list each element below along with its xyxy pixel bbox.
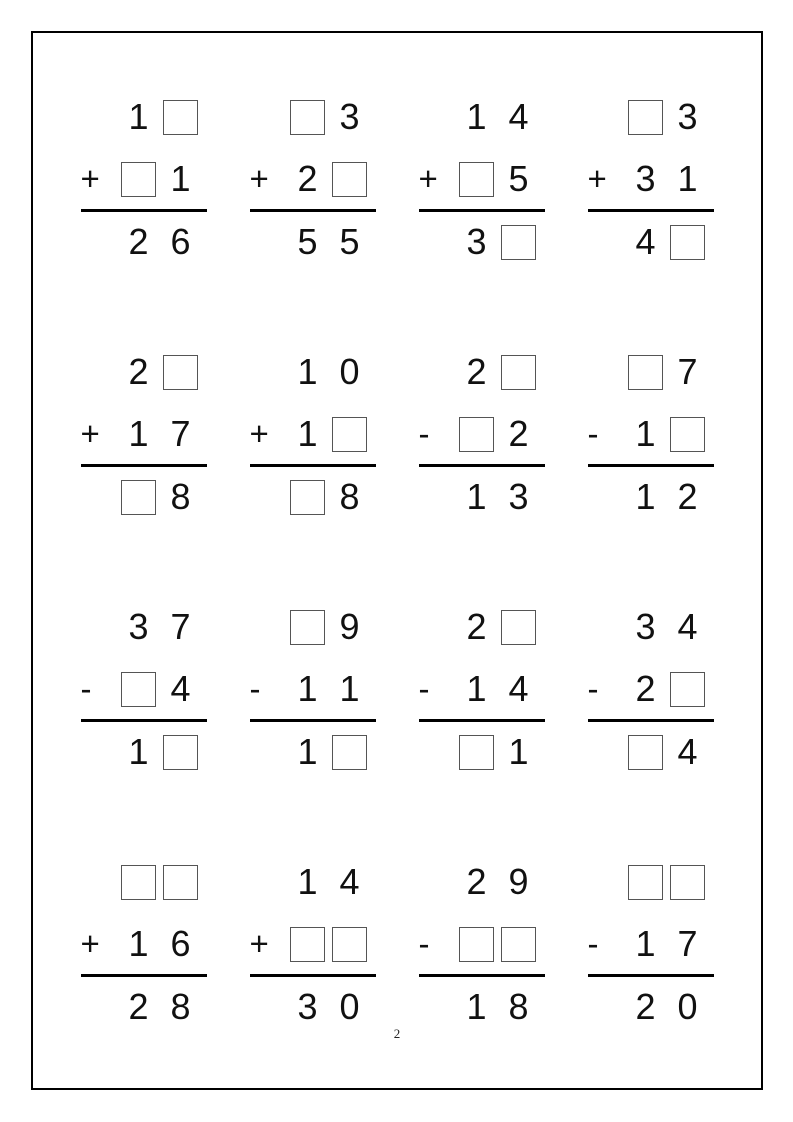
box-outline (501, 610, 536, 645)
top-row (250, 350, 376, 394)
bottom-row (250, 412, 376, 456)
box-outline (163, 735, 198, 770)
digit: 5 (339, 221, 360, 262)
box-outline (290, 927, 325, 962)
digit: 3 (297, 986, 318, 1027)
equals-line (81, 464, 207, 467)
box-outline (121, 480, 156, 515)
digit: 1 (297, 351, 318, 392)
answer-row (81, 220, 207, 264)
bottom-row (588, 412, 714, 456)
digit: 4 (635, 221, 656, 262)
missing-digit-box[interactable] (667, 412, 709, 456)
digit: 5 (508, 158, 529, 199)
digit: 1 (128, 96, 149, 137)
box-outline (163, 355, 198, 390)
box-outline (290, 100, 325, 135)
missing-digit-box[interactable] (667, 220, 709, 264)
missing-digit-box[interactable] (118, 860, 160, 904)
missing-digit-box[interactable] (498, 350, 540, 394)
digit: 1 (128, 923, 149, 964)
digit: 3 (677, 96, 698, 137)
missing-digit-box[interactable] (498, 220, 540, 264)
digit: 2 (466, 861, 487, 902)
box-outline (670, 417, 705, 452)
digit: 6 (170, 221, 191, 262)
problem-6 (250, 350, 376, 519)
answer-row (419, 730, 545, 774)
problem-8 (588, 350, 714, 519)
answer-row (81, 985, 207, 1029)
digit: 9 (339, 606, 360, 647)
equals-line (81, 974, 207, 977)
equals-line (250, 974, 376, 977)
top-row (588, 860, 714, 904)
problem-9 (81, 605, 207, 774)
digit: 8 (339, 476, 360, 517)
answer-row (588, 985, 714, 1029)
top-row (81, 605, 207, 649)
equals-line (419, 464, 545, 467)
top-row (419, 605, 545, 649)
page-border (31, 31, 763, 1090)
box-outline (332, 417, 367, 452)
top-row (81, 860, 207, 904)
missing-digit-box[interactable] (625, 95, 667, 139)
bottom-row (250, 157, 376, 201)
problem-10 (250, 605, 376, 774)
missing-digit-box[interactable] (329, 412, 371, 456)
minus-operator: - (587, 670, 599, 707)
page-number: 2 (393, 1026, 401, 1041)
bottom-row (81, 157, 207, 201)
top-row (81, 95, 207, 139)
box-outline (332, 162, 367, 197)
digit: 0 (339, 986, 360, 1027)
answer-row (250, 730, 376, 774)
problem-7 (419, 350, 545, 519)
missing-digit-box[interactable] (625, 350, 667, 394)
missing-digit-box[interactable] (287, 475, 329, 519)
box-outline (501, 355, 536, 390)
digit: 0 (339, 351, 360, 392)
box-outline (121, 672, 156, 707)
problem-1 (81, 95, 207, 264)
plus-operator: + (80, 160, 100, 197)
bottom-row (419, 667, 545, 711)
top-row (588, 350, 714, 394)
top-row (419, 95, 545, 139)
box-outline (459, 417, 494, 452)
digit: 1 (466, 986, 487, 1027)
digit: 1 (297, 731, 318, 772)
bottom-row (81, 922, 207, 966)
missing-digit-box[interactable] (160, 350, 202, 394)
digit: 2 (297, 158, 318, 199)
problem-4 (588, 95, 714, 264)
equals-line (419, 974, 545, 977)
digit: 9 (508, 861, 529, 902)
bottom-row (250, 922, 376, 966)
problem-12 (588, 605, 714, 774)
digit: 5 (297, 221, 318, 262)
top-row (419, 350, 545, 394)
missing-digit-box[interactable] (160, 860, 202, 904)
equals-line (250, 209, 376, 212)
digit: 1 (128, 413, 149, 454)
minus-operator: - (587, 925, 599, 962)
digit: 7 (677, 351, 698, 392)
problem-11 (419, 605, 545, 774)
answer-row (588, 220, 714, 264)
missing-digit-box[interactable] (118, 157, 160, 201)
top-row (419, 860, 545, 904)
digit: 7 (170, 606, 191, 647)
digit: 4 (339, 861, 360, 902)
missing-digit-box[interactable] (329, 157, 371, 201)
digit: 7 (170, 413, 191, 454)
digit: 1 (297, 413, 318, 454)
digit: 1 (466, 476, 487, 517)
box-outline (628, 100, 663, 135)
missing-digit-box[interactable] (287, 922, 329, 966)
box-outline (670, 865, 705, 900)
top-row (588, 95, 714, 139)
problem-13 (81, 860, 207, 1029)
digit: 1 (466, 96, 487, 137)
missing-digit-box[interactable] (287, 605, 329, 649)
box-outline (628, 865, 663, 900)
digit: 2 (677, 476, 698, 517)
answer-row (419, 985, 545, 1029)
digit: 2 (128, 221, 149, 262)
missing-digit-box[interactable] (160, 730, 202, 774)
digit: 8 (170, 986, 191, 1027)
equals-line (81, 719, 207, 722)
equals-line (588, 719, 714, 722)
box-outline (501, 225, 536, 260)
missing-digit-box[interactable] (329, 922, 371, 966)
box-outline (459, 927, 494, 962)
top-row (81, 350, 207, 394)
missing-digit-box[interactable] (456, 412, 498, 456)
digit: 3 (635, 158, 656, 199)
digit: 1 (508, 731, 529, 772)
missing-digit-box[interactable] (498, 605, 540, 649)
digit: 2 (128, 986, 149, 1027)
bottom-row (588, 922, 714, 966)
box-outline (163, 100, 198, 135)
digit: 2 (508, 413, 529, 454)
box-outline (459, 735, 494, 770)
plus-operator: + (249, 415, 269, 452)
digit: 6 (170, 923, 191, 964)
digit: 1 (128, 731, 149, 772)
box-outline (121, 865, 156, 900)
digit: 1 (635, 476, 656, 517)
bottom-row (81, 412, 207, 456)
digit: 3 (635, 606, 656, 647)
plus-operator: + (418, 160, 438, 197)
digit: 8 (508, 986, 529, 1027)
top-row (588, 605, 714, 649)
digit: 3 (128, 606, 149, 647)
box-outline (332, 735, 367, 770)
problem-15 (419, 860, 545, 1029)
plus-operator: + (80, 415, 100, 452)
equals-line (250, 719, 376, 722)
box-outline (290, 480, 325, 515)
box-outline (670, 672, 705, 707)
equals-line (81, 209, 207, 212)
bottom-row (419, 922, 545, 966)
missing-digit-box[interactable] (118, 667, 160, 711)
box-outline (628, 735, 663, 770)
equals-line (419, 719, 545, 722)
answer-row (419, 475, 545, 519)
missing-digit-box[interactable] (456, 730, 498, 774)
digit: 4 (508, 96, 529, 137)
digit: 3 (466, 221, 487, 262)
missing-digit-box[interactable] (118, 475, 160, 519)
plus-operator: + (80, 925, 100, 962)
digit: 1 (635, 923, 656, 964)
bottom-row (81, 667, 207, 711)
digit: 2 (466, 351, 487, 392)
missing-digit-box[interactable] (329, 730, 371, 774)
digit: 2 (635, 986, 656, 1027)
equals-line (250, 464, 376, 467)
answer-row (419, 220, 545, 264)
digit: 1 (339, 668, 360, 709)
missing-digit-box[interactable] (667, 860, 709, 904)
digit: 2 (128, 351, 149, 392)
digit: 8 (170, 476, 191, 517)
equals-line (419, 209, 545, 212)
digit: 1 (170, 158, 191, 199)
plus-operator: + (587, 160, 607, 197)
equals-line (588, 209, 714, 212)
minus-operator: - (249, 670, 261, 707)
answer-row (588, 475, 714, 519)
minus-operator: - (418, 415, 430, 452)
digit: 1 (297, 668, 318, 709)
missing-digit-box[interactable] (160, 95, 202, 139)
missing-digit-box[interactable] (625, 860, 667, 904)
box-outline (501, 927, 536, 962)
top-row (250, 860, 376, 904)
problems-grid (33, 33, 761, 1029)
answer-row (81, 730, 207, 774)
answer-row (81, 475, 207, 519)
answer-row (588, 730, 714, 774)
digit: 1 (677, 158, 698, 199)
missing-digit-box[interactable] (625, 730, 667, 774)
bottom-row (419, 412, 545, 456)
digit: 1 (466, 668, 487, 709)
problem-2 (250, 95, 376, 264)
digit: 4 (508, 668, 529, 709)
top-row (250, 95, 376, 139)
minus-operator: - (587, 415, 599, 452)
plus-operator: + (249, 160, 269, 197)
digit: 3 (339, 96, 360, 137)
box-outline (121, 162, 156, 197)
digit: 4 (677, 731, 698, 772)
box-outline (332, 927, 367, 962)
box-outline (290, 610, 325, 645)
digit: 7 (677, 923, 698, 964)
bottom-row (588, 667, 714, 711)
plus-operator: + (249, 925, 269, 962)
missing-digit-box[interactable] (287, 95, 329, 139)
answer-row (250, 220, 376, 264)
equals-line (588, 464, 714, 467)
digit: 1 (297, 861, 318, 902)
problem-3 (419, 95, 545, 264)
box-outline (459, 162, 494, 197)
top-row (250, 605, 376, 649)
missing-digit-box[interactable] (498, 922, 540, 966)
bottom-row (588, 157, 714, 201)
equals-line (588, 974, 714, 977)
minus-operator: - (418, 925, 430, 962)
digit: 1 (635, 413, 656, 454)
bottom-row (250, 667, 376, 711)
minus-operator: - (418, 670, 430, 707)
bottom-row (419, 157, 545, 201)
problem-5 (81, 350, 207, 519)
box-outline (628, 355, 663, 390)
problem-16 (588, 860, 714, 1029)
digit: 2 (466, 606, 487, 647)
digit: 4 (170, 668, 191, 709)
missing-digit-box[interactable] (456, 922, 498, 966)
digit: 4 (677, 606, 698, 647)
missing-digit-box[interactable] (456, 157, 498, 201)
problem-14 (250, 860, 376, 1029)
digit: 0 (677, 986, 698, 1027)
answer-row (250, 475, 376, 519)
digit: 2 (635, 668, 656, 709)
minus-operator: - (80, 670, 92, 707)
missing-digit-box[interactable] (667, 667, 709, 711)
answer-row (250, 985, 376, 1029)
box-outline (670, 225, 705, 260)
box-outline (163, 865, 198, 900)
digit: 3 (508, 476, 529, 517)
